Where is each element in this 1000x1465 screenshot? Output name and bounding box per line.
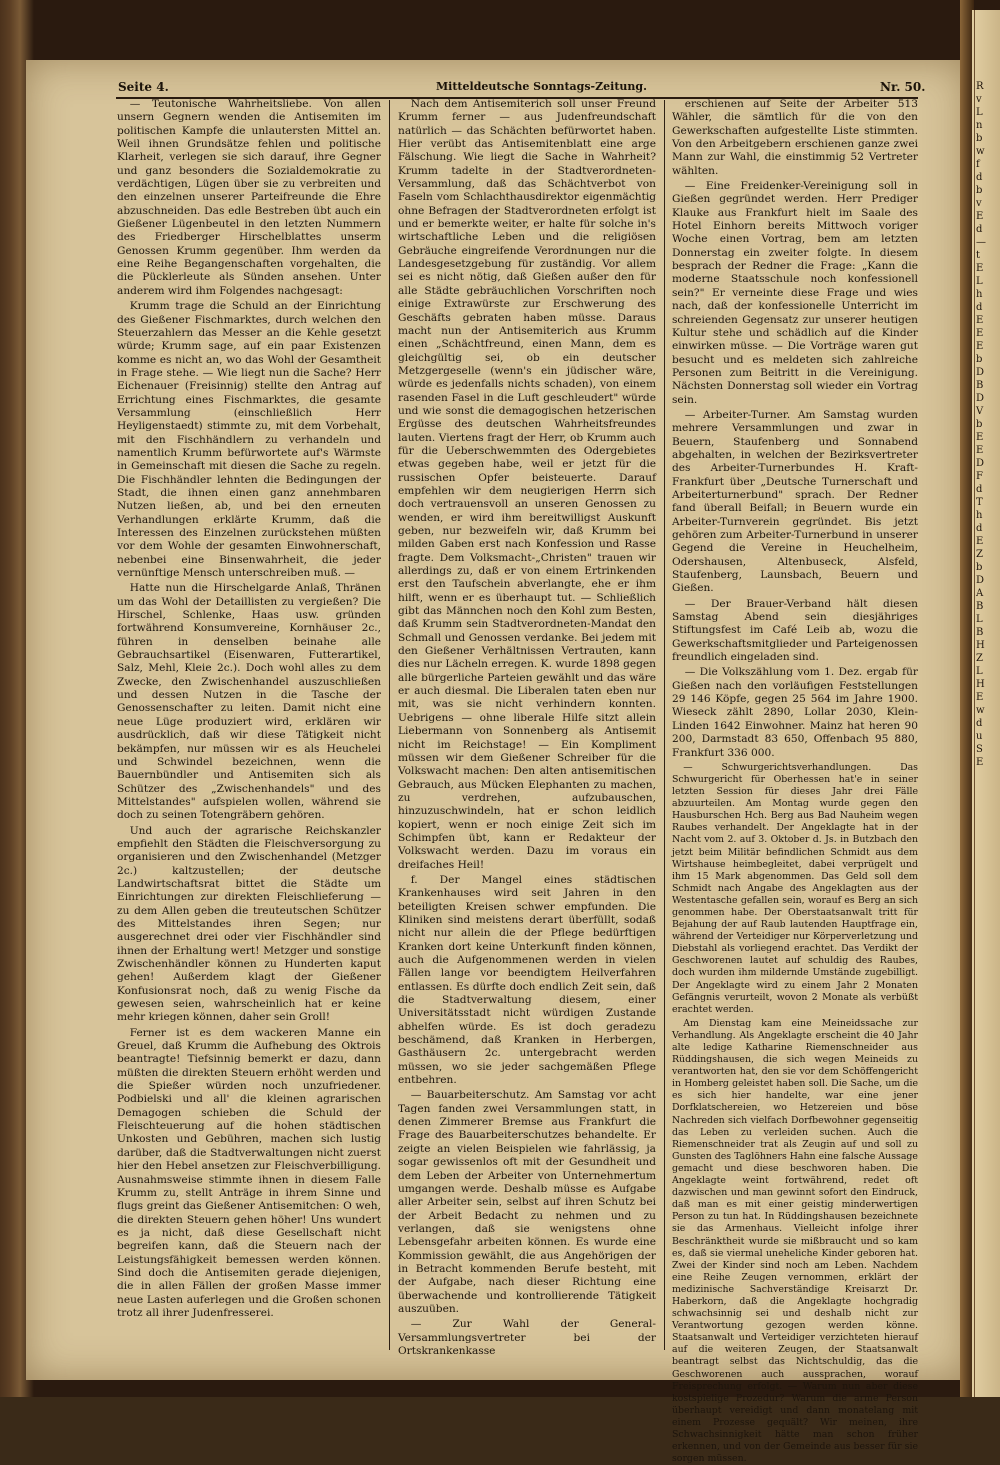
newspaper-page bbox=[26, 60, 966, 1465]
column-middle bbox=[398, 98, 656, 1358]
masthead: Mitteldeutsche Sonntags-Zeitung. bbox=[436, 80, 647, 93]
article-paragraph: Krumm trage die Schuld an der Einrichtung des Gießener Fischmarktes, durch welchen den Steuerzahlern das Messer an die Kehle gesetzt würde; Krumm sage, auf ein paar Existenzen komme es nicht an, wo das Wohl der Gesamtheit in Frage stehe. — Wie liegt nun die Sache? Herr Eichenauer (Freisinnig) stellte den Antrag auf Errichtung eines Fischmarktes, die gesamte Versammlung (einschließlich Herr Heyligenstaedt) stimmte zu, mit dem Vorbehalt, mit den Fischhändlern zu verhandeln und namentlich Krumm befürwortete auf's Wärmste in Gemeinschaft mit diesen die Sache zu regeln. Die Fischhändler lehnten die Bedingungen der Stadt, die ihnen einen ganz annehmbaren Nutzen ließen, ab, und bei den erneuten Verhandlungen erklärte Krumm, daß die Interessen des Einzelnen zurückstehen müßten vor dem Wohle der gesamten Einwohnerschaft, nebenbei eine Binsenwahrheit, die jeder vernünftige Mensch unterschreiben muß. — bbox=[117, 300, 381, 580]
article-paragraph: Und auch der agrarische Reichskanzler empfiehlt den Städten die Fleischversorgung zu organisieren und den Zwischenhandel (Metzger 2c.) kaltzustellen; der deutsche Landwirtschaftsrat bittet die Städte um Einrichtungen zur direkten Fleischlieferung — zu dem Allen geben die treuteutschen Schützer des Mittelstandes ihren Segen; nur ausgerechnet drei oder vier Fischhändler sind ihnen der Erhaltung wert! Metzger und sonstige Zwischenhändler können zu Hunderten kaput gehen! Außerdem klagt der Gießener Konfusionsrat noch, daß zu wenig Fische da gewesen seien, wahrscheinlich hat er keine mehr kriegen können, daher sein Groll! bbox=[117, 824, 381, 1024]
article-paragraph: Hatte nun die Hirschelgarde Anlaß, Thränen um das Wohl der Detaillisten zu vergießen? Die Hirschel, Schlenke, Haas usw. gründen fortwährend Konsumvereine, Kornhäuser 2c., führen in denselben beinahe alle Gebrauchsartikel (Eisenwaren, Futterartikel, Salz, Mehl, Kleie 2c.). Doch wohl alles zu dem Zwecke, den Zwischenhandel auszuschließen und dessen Nutzen in die Tasche der Genossenschafter zu leiten. Damit nicht eine neue Lüge produziert wird, erklären wir ausdrücklich, daß wir diese Tätigkeit nicht bekämpfen, nur müssen wir es als Heuchelei und Schwindel bezeichnen, wenn die Bauernbündler und Antisemiten sich als Schützer des „Zwischenhandels" und des Mittelstandes" aufspielen wollen, während sie doch zu seinen Totengräbern gehören. bbox=[117, 582, 381, 822]
article-paragraph: — Die Volkszählung vom 1. Dez. ergab für Gießen nach den vorläufigen Feststellungen 29 146 Köpfe, gegen 25 564 im Jahre 1900. Wieseck zählt 2890, Lollar 2030, Klein-Linden 1642 Einwohner. Mainz hat heren 90 200, Darmstadt 83 650, Offenbach 95 880, Frankfurt 336 000. bbox=[672, 666, 918, 759]
article-paragraph: — Zur Wahl der General-Versammlungsvertreter bei der Ortskrankenkasse bbox=[398, 1318, 656, 1357]
column-divider bbox=[389, 100, 390, 1350]
article-paragraph: — Bauarbeiterschutz. Am Samstag vor acht Tagen fanden zwei Versammlungen statt, in denen Zimmerer Bremse aus Frankfurt die Frage des Bauarbeiterschutzes behandelte. Er zeigte an vielen Beispielen wie fahrlässig, ja sogar gewissenlos oft mit der Gesundheit und dem Leben der Arbeiter von Unternehmertum umgangen werde. Deshalb müsse es Aufgabe aller Arbeiter sein, selbst auf ihren Schutz bei der Arbeit Bedacht zu nehmen und zu verlangen, daß sie wenigstens ohne Lebensgefahr arbeiten können. Es wurde eine Kommission gewählt, die aus Angehörigen der in Betracht kommenden Berufe besteht, mit der Aufgabe, nach dieser Richtung eine überwachende und kontrollierende Tätigkeit auszuüben. bbox=[398, 1089, 656, 1315]
issue-number: Nr. 50. bbox=[880, 80, 926, 94]
column-right bbox=[672, 98, 918, 1465]
column-divider bbox=[664, 100, 665, 1350]
article-paragraph: — Schwurgerichtsverhandlungen. Das Schwurgericht für Oberhessen hat'e in seiner letzten Session für dieses Jahr drei Fälle abzuurteilen. Am Montag wurde gegen den Hausburschen Hch. Berg aus Bad Nauheim wegen Raubes verhandelt. Der Angeklagte hat in der Nacht vom 2. auf 3. Oktober d. Js. in Butzbach den jetzt beim Militär befindlichen Schmidt aus dem Wirtshause heimbegleitet, dabei verprügelt und ihm 15 Mark abgenommen. Das Geld soll dem Schmidt nach Angabe des Angeklagten aus der Westentasche gefallen sein, worauf es Berg an sich genommen habe. Der Oberstaatsanwalt tritt für Bejahung der auf Raub lautenden Hauptfrage ein, während der Verteidiger nur Körperverletzung und Diebstahl als vorliegend erachtet. Das Verdikt der Geschworenen lautet auf schuldig des Raubes, doch wurden ihm mildernde Umstände zugebilligt. Der Angeklagte wird zu einem Jahr 2 Monaten Gefängnis verurteilt, wovon 2 Monate als verbüßt erachtet werden. bbox=[672, 761, 918, 1015]
article-paragraph: — Arbeiter-Turner. Am Samstag wurden mehrere Versammlungen und zwar in Beuern, Staufenberg und Sonnabend abgehalten, in welchen der Bezirksvertreter des Arbeiter-Turnerbundes H. Kraft-Frankfurt über „Deutsche Turnerschaft und Arbeiterturnerbund" sprach. Der Redner fand überall Beifall; in Beuern wurde ein Arbeiter-Turnverein gegründet. Bis jetzt gehören zum Arbeiter-Turnerbund in unserer Gegend die Vereine in Heuchelheim, Odershausen, Altenbuseck, Alsfeld, Staufenberg, Launsbach, Beuern und Gießen. bbox=[672, 408, 918, 595]
column-left bbox=[117, 98, 381, 1358]
next-page-margin-text: R v L n b w f d b v E d — t E L h d E E E b D B D V b E E D F d T h d E Z b D A B L B H Z L H E w d u S E bbox=[976, 81, 986, 768]
article-paragraph: — Teutonische Wahrheitsliebe. Von allen unsern Gegnern wenden die Antisemiten im politischen Kampfe die unlautersten Mittel an. Weil ihnen Grundsätze fehlen und politische Klarheit, verlegen sie sich darauf, ihre Gegner und ganz besonders die Sozialdemokratie zu verdächtigen, Lügen über sie zu verbreiten und den einzelnen unserer Parteifreunde die Ehre abzuschneiden. Das edle Bestreben übt auch ein Gießener Lügenbeutel in den letzten Nummern des Friedberger Hirschelblattes unserm Genossen Krumm gegenüber. Ihm werden da eine Reihe Begangenschaften vorgehalten, die die Pücklerleute als Sünden ansehen. Unter anderem wird ihm Folgendes nachgesagt: bbox=[117, 98, 381, 297]
article-paragraph: Nach dem Antisemiterich soll unser Freund Krumm ferner — aus Judenfreundschaft natürlich — das Schächten befürwortet haben. Hier verübt das Antisemitenblatt eine arge Fälschung. Wie liegt die Sache in Wahrheit? Krumm tadelte in der Stadtverordneten-Versammlung, daß das Schächtverbot von Faseln vom Schlachthausdirektor eigenmächtig ohne Befragen der Stadtverordneten erfolgt ist und er bemerkte weiter, er halte für solche in's wirtschaftliche Leben und die religiösen Gebräuche eingreifende Verordnungen nur die Landesgesetzgebung für zuständig. Vor allem sei es nicht nötig, daß Gießen außer den für alle Städte gebräuchlichen Vorschriften noch einige Extrawürste zur Erschwerung des Geschäfts gebraten haben müsse. Daraus macht nun der Antisemiterich aus Krumm einen „Schächtfreund, einen Mann, dem es gleichgültig sei, ob ein deutscher Metzgergeselle (wenn's ein jüdischer wäre, würde es jedenfalls nichts schaden), von einem rasenden Fasel in die Luft geschleudert" würde und wie sonst die demagogischen hetzerischen Ergüsse des deutschen Wahrheitsfreundes lauten. Viertens fragt der Herr, ob Krumm auch für die Ueberschwemmten des Odergebietes etwas gegeben habe, weil er jetzt für die russischen Opfer beisteuerte. Darauf empfehlen wir dem neugierigen Herrn sich doch vertrauensvoll an unseren Genossen zu wenden, er wird ihm bereitwilligst Auskunft geben, nur bezweifeln wir, daß Krumm bei milden Gaben erst nach Konfession und Rasse fragte. Dem Volksmacht-„Christen" trauen wir allerdings zu, daß er von einem Ertrinkenden erst den Taufschein abverlangte, ehe er ihm hilft, wenn er es überhaupt tut. — Schließlich gibt das Männchen noch den Kohl zum Besten, daß Krumm sein Stadtverordneten-Mandat den Schmall und Genossen verdanke. Bei jedem mit den Gießener Verhältnissen Vertrauten, kann dies nur Lächeln erregen. K. wurde 1898 gegen alle bürgerliche Parteien gewählt und das wäre er auch diesmal. Die Liberalen taten eben nur mit, was sie nicht verhindern konnten. Uebrigens — ohne liberale Hilfe sitzt allein Liebermann von Sonnenberg als Antisemit nicht im Reichstage! — Ein Kompliment müssen wir dem Gießener Schreiber für die Volkswacht machen: Den alten antisemitischen Gebrauch, aus Mücken Elephanten zu machen, zu verdrehen, aufzubauschen, hinzuzuschwindeln, hat er schon leidlich kopiert, wenn er noch einige Zeit sich im Schimpfen übt, kann er Redakteur der Volkswacht werden. Dazu im voraus ein dreifaches Heil! bbox=[398, 98, 656, 871]
article-paragraph: Ferner ist es dem wackeren Manne ein Greuel, daß Krumm die Aufhebung des Oktrois beantragte! Tiefsinnig bemerkt er dazu, dann müßten die direkten Steuern erhöht werden und die Spießer würden noch unzufriedener. Podbielski und all' die kleinen agrarischen Demagogen schieben die Schuld der Fleischteuerung auf die hohen städtischen Unkosten und Gebühren, machen sich lustig darüber, daß die Stadtverwaltungen nicht zuerst hier den Hebel ansetzen zur Fleischverbilligung. Ausnahmsweise stimmte ihnen in diesem Falle Krumm zu, stellt Anträge in ihrem Sinne und flugs greint das Gießener Antisemitchen: O weh, die direkten Steuern gehen höher! Uns wundert es ja nicht, daß diese Gesellschaft nicht begreifen kann, daß die Steuern nach der Leistungsfähigkeit bemessen werden können. Sind doch die Antisemiten gerade diejenigen, die in allen Fällen der großen Masse immer neue Lasten auferlegen und die Großen schonen trotz all ihrer Judenfresserei. bbox=[117, 1026, 381, 1319]
article-paragraph: f. Der Mangel eines städtischen Krankenhauses wird seit Jahren in den beteiligten Kreisen schwer empfunden. Die Kliniken sind meistens derart überfüllt, sodaß nicht nur allein die der Pflege bedürftigen Kranken dort keine Unterkunft finden können, auch die Aufgenommenen werden in vielen Fällen lange vor beendigtem Heilverfahren entlassen. Es dürfte doch endlich Zeit sein, daß die Stadtverwaltung diesem, einer Universitätsstadt nicht würdigen Zustande abhelfen würde. Es ist doch geradezu beschämend, daß Kranken in Herbergen, Gasthäusern 2c. untergebracht werden müssen, wo sie jeder sachgemäßen Pflege entbehren. bbox=[398, 873, 656, 1087]
article-paragraph: — Eine Freidenker-Vereinigung soll in Gießen gegründet werden. Herr Prediger Klauke aus Frankfurt hielt im Saale des Hotel Einhorn bereits Mittwoch voriger Woche einen Vortrag, bem am letzten Donnerstag ein zweiter folgte. In diesem besprach der Redner die Frage: „Kann die moderne Staatsschule noch konfessionell sein?" Er verneinte diese Frage und wies nach, daß der konfessionelle Unterricht im schreienden Gegensatz zur unserer heutigen Kultur stehe und schädlich auf die Kinder einwirken müsse. — Die Vorträge waren gut besucht und es meldeten sich zahlreiche Personen zum Beitritt in die Vereinigung. Nächsten Donnerstag soll wieder ein Vortrag sein. bbox=[672, 180, 918, 406]
article-paragraph: — Der Brauer-Verband hält diesen Samstag Abend sein diesjähriges Stiftungsfest im Café Leib ab, wozu die Gewerkschaftsmitglieder und Parteigenossen freundlich eingeladen sind. bbox=[672, 597, 918, 664]
next-page-edge bbox=[972, 10, 1000, 1397]
article-paragraph: erschienen auf Seite der Arbeiter 513 Wähler, die sämtlich für die von den Gewerkschaften aufgestellte Liste stimmten. Von den Arbeitgebern erschienen ganze zwei Mann zur Wahl, die einstimmig 52 Vertreter wählten. bbox=[672, 98, 918, 177]
page-label: Seite 4. bbox=[118, 80, 169, 94]
article-paragraph: Am Dienstag kam eine Meineidssache zur Verhandlung. Als Angeklagte erscheint die 40 Jahr alte ledige Katharine Riemenschneider aus Rüddingshausen, die sich wegen Meineids zu verantworten hat, den sie vor dem Schöffengericht in Homberg geleistet haben soll. Die Sache, um die es sich hier handelte, war eine jener Dorfklatschereien, wo Hetzereien und böse Nachreden sich vielfach Dorfbewohner gegenseitig das Leben zu verleiden suchen. Auch die Riemenschneider trat als Zeugin auf und soll zu Gunsten des Taglöhners Hahn eine falsche Aussage gemacht und diese beschworen haben. Die Angeklagte weint fortwährend, redet oft dazwischen und man gewinnt sofort den Eindruck, daß man es mit einer geistig minderwertigen Person zu tun hat. In Rüddingshausen bezeichnete sie das Armenhaus. Vielleicht infolge ihrer Beschränktheit wurde sie mißbraucht und so kam es, daß sie viermal uneheliche Kinder geboren hat. Zwei der Kinder sind noch am Leben. Nachdem eine Reihe Zeugen vernommen, erklärt der medizinische Sachverständige Kreisarzt Dr. Haberkorn, daß die Angeklagte hochgradig schwachsinnig sei und deshalb nicht zur Verantwortung gezogen werden könne. Staatsanwalt und Verteidiger verzichteten hierauf auf die weiteren Zeugen, der Staatsanwalt beantragt selbst das Nichtschuldig, das die Geschworenen auch aussprachen, worauf Freisprechung erfolgt. — Warum nun aber diese kostspielige Prozedur? Warum die arme Person überhaupt vereidigt und dann monatelang mit einem Prozesse gequält? Wir meinen, ihre Schwachsinnigkeit hätte man schon früher erkennen, und von der Gemeinde aus besser für sie sorgen müssen. bbox=[672, 1017, 918, 1465]
